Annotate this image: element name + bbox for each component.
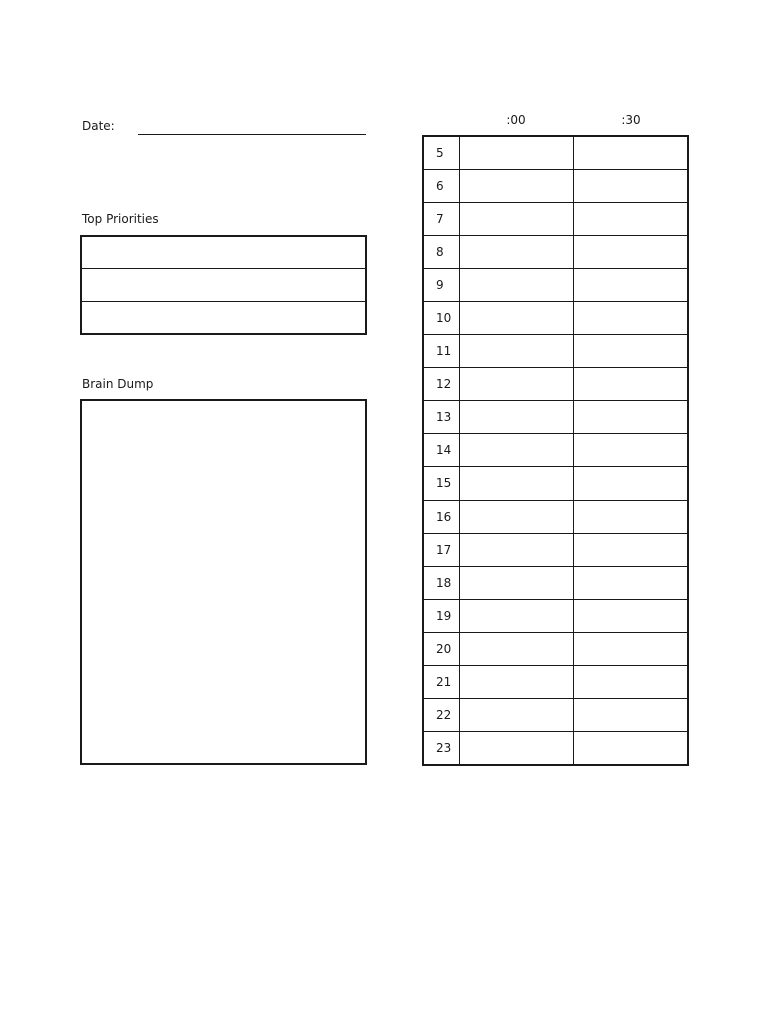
slot-cell-00[interactable] (460, 335, 574, 367)
brain-dump-box[interactable] (80, 399, 367, 765)
hour-label: 13 (424, 401, 460, 433)
schedule-row (424, 567, 687, 600)
column-header-00: :00 (506, 113, 526, 127)
schedule-row (424, 699, 687, 732)
slot-cell-00[interactable] (460, 467, 574, 499)
schedule-row (424, 534, 687, 567)
schedule-row (424, 600, 687, 633)
hour-label: 5 (424, 137, 460, 169)
hour-label: 17 (424, 534, 460, 566)
slot-cell-00[interactable] (460, 236, 574, 268)
slot-cell-00[interactable] (460, 501, 574, 533)
slot-cell-30[interactable] (574, 567, 687, 599)
hour-label: 15 (424, 467, 460, 499)
hour-label: 11 (424, 335, 460, 367)
slot-cell-00[interactable] (460, 567, 574, 599)
slot-cell-30[interactable] (574, 732, 687, 764)
slot-cell-30[interactable] (574, 666, 687, 698)
slot-cell-00[interactable] (460, 732, 574, 764)
slot-cell-30[interactable] (574, 269, 687, 301)
slot-cell-00[interactable] (460, 600, 574, 632)
schedule-row (424, 137, 687, 170)
hour-label: 14 (424, 434, 460, 466)
priority-row[interactable] (82, 269, 365, 301)
slot-cell-30[interactable] (574, 137, 687, 169)
slot-cell-00[interactable] (460, 699, 574, 731)
hour-label: 21 (424, 666, 460, 698)
brain-dump-label: Brain Dump (82, 377, 154, 391)
schedule-row (424, 335, 687, 368)
hour-label: 12 (424, 368, 460, 400)
schedule-row (424, 666, 687, 699)
hourly-schedule-table (422, 135, 689, 766)
slot-cell-00[interactable] (460, 137, 574, 169)
slot-cell-00[interactable] (460, 302, 574, 334)
schedule-row (424, 633, 687, 666)
slot-cell-30[interactable] (574, 170, 687, 202)
hour-label: 20 (424, 633, 460, 665)
schedule-row (424, 501, 687, 534)
hour-label: 19 (424, 600, 460, 632)
hour-label: 8 (424, 236, 460, 268)
slot-cell-00[interactable] (460, 434, 574, 466)
slot-cell-00[interactable] (460, 401, 574, 433)
date-input-line[interactable] (138, 134, 366, 135)
schedule-row (424, 434, 687, 467)
slot-cell-30[interactable] (574, 699, 687, 731)
priority-row[interactable] (82, 302, 365, 333)
slot-cell-00[interactable] (460, 203, 574, 235)
slot-cell-00[interactable] (460, 269, 574, 301)
top-priorities-label: Top Priorities (82, 212, 159, 226)
hour-label: 6 (424, 170, 460, 202)
schedule-row (424, 732, 687, 764)
schedule-row (424, 170, 687, 203)
hour-label: 18 (424, 567, 460, 599)
schedule-row (424, 302, 687, 335)
date-label: Date: (82, 119, 115, 133)
slot-cell-30[interactable] (574, 302, 687, 334)
hour-label: 7 (424, 203, 460, 235)
top-priorities-table (80, 235, 367, 335)
slot-cell-30[interactable] (574, 434, 687, 466)
slot-cell-00[interactable] (460, 534, 574, 566)
slot-cell-30[interactable] (574, 467, 687, 499)
slot-cell-30[interactable] (574, 236, 687, 268)
slot-cell-30[interactable] (574, 534, 687, 566)
slot-cell-00[interactable] (460, 633, 574, 665)
slot-cell-30[interactable] (574, 368, 687, 400)
slot-cell-00[interactable] (460, 170, 574, 202)
hour-label: 16 (424, 501, 460, 533)
slot-cell-00[interactable] (460, 666, 574, 698)
schedule-row (424, 401, 687, 434)
slot-cell-30[interactable] (574, 335, 687, 367)
hour-label: 22 (424, 699, 460, 731)
slot-cell-30[interactable] (574, 633, 687, 665)
priority-row[interactable] (82, 237, 365, 269)
slot-cell-00[interactable] (460, 368, 574, 400)
hour-label: 23 (424, 732, 460, 764)
column-header-30: :30 (621, 113, 641, 127)
schedule-row (424, 203, 687, 236)
slot-cell-30[interactable] (574, 401, 687, 433)
hour-label: 10 (424, 302, 460, 334)
schedule-row (424, 368, 687, 401)
schedule-row (424, 269, 687, 302)
schedule-row (424, 236, 687, 269)
hour-label: 9 (424, 269, 460, 301)
slot-cell-30[interactable] (574, 600, 687, 632)
slot-cell-30[interactable] (574, 501, 687, 533)
schedule-row (424, 467, 687, 500)
slot-cell-30[interactable] (574, 203, 687, 235)
